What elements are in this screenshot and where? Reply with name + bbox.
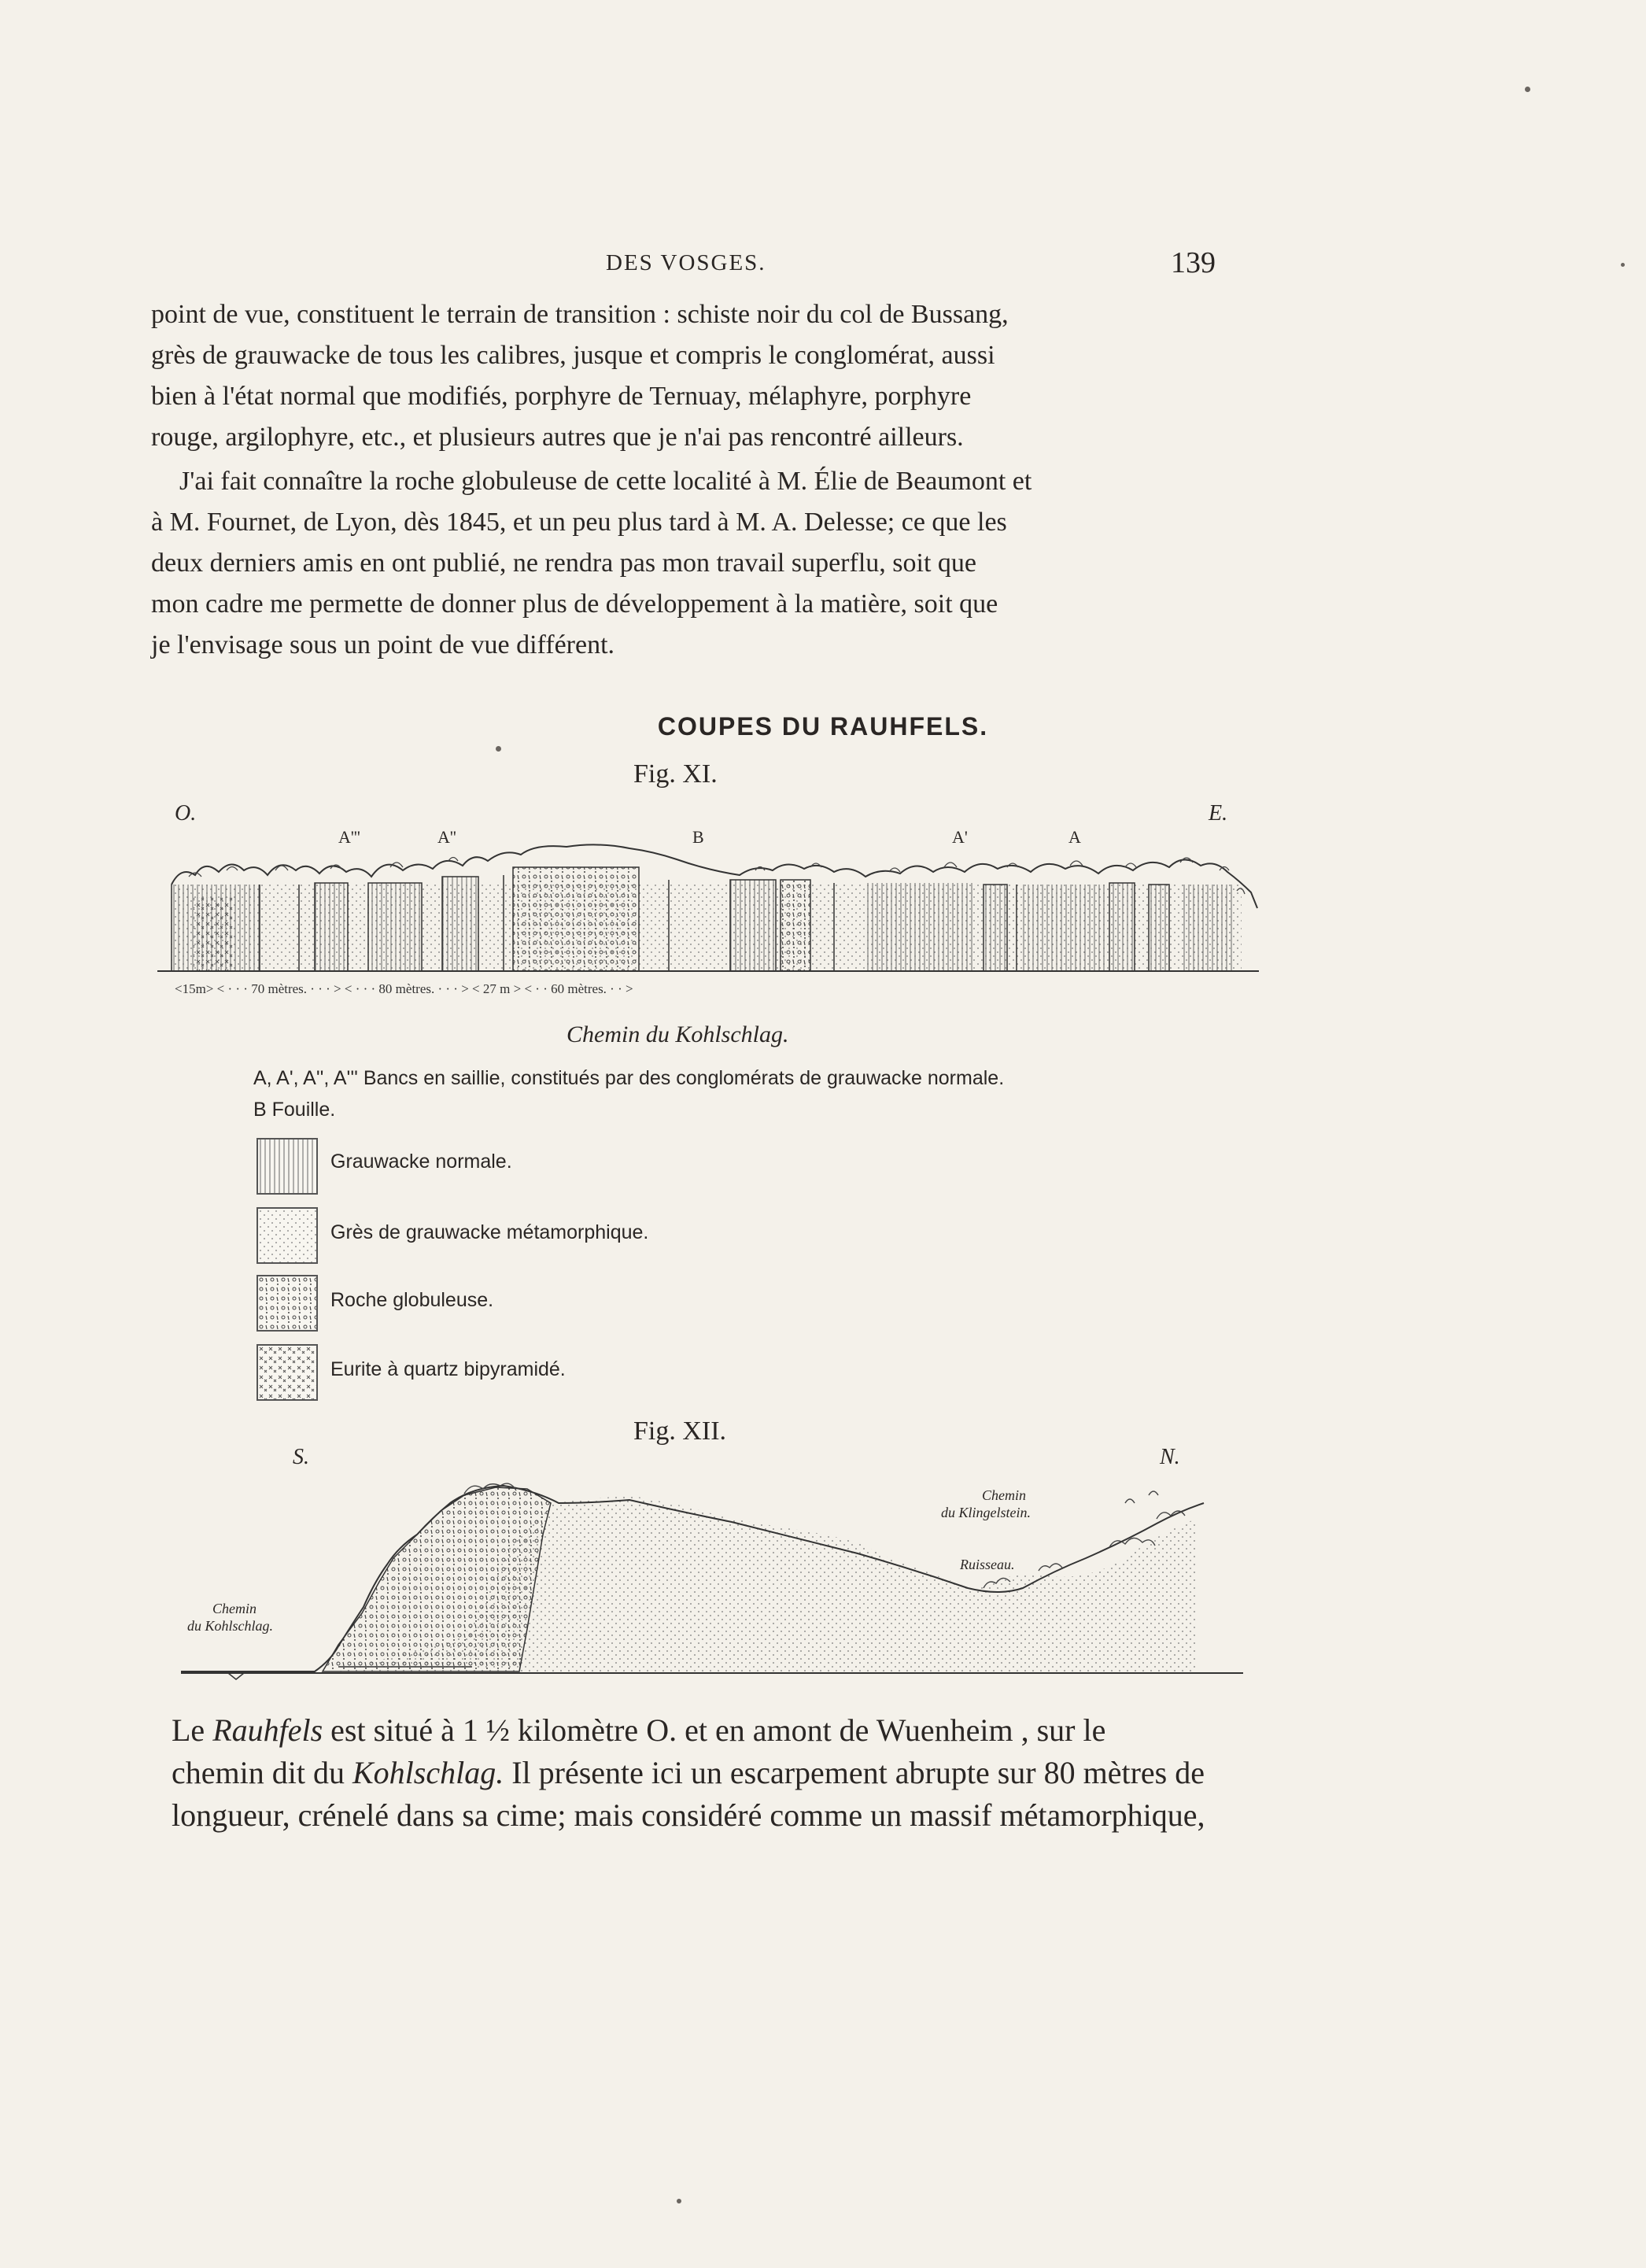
margin-mark [1621, 263, 1625, 267]
fig11-letter: A'' [437, 827, 456, 847]
text-run: Il présente ici un escarpement abrupte sur 80 mètres de [504, 1755, 1205, 1790]
fig12-north: N. [1160, 1445, 1180, 1469]
page-number: 139 [1171, 246, 1216, 279]
fig11-note-2: B Fouille. [253, 1099, 336, 1121]
section-title: COUPES DU RAUHFELS. [657, 712, 989, 741]
legend-label: Grès de grauwacke métamorphique. [330, 1221, 649, 1243]
text-line [172, 1709, 1254, 1752]
text-line [172, 1752, 1254, 1794]
fig12-cross-section [181, 1472, 1243, 1684]
legend-label: Grauwacke normale. [330, 1151, 512, 1173]
text-run: est situé à 1 ½ kilomètre O. et en amont de Wuenheim , sur le [323, 1712, 1106, 1748]
fig11-note-1: A, A', A'', A''' Bancs en saillie, constitués par des conglomérats de grauwacke normale. [253, 1067, 1005, 1089]
legend-swatch-roche-globuleuse [256, 1275, 318, 1332]
fig11-scale: <15m> < · · · 70 mètres. · · · > < · · · 80 mètres. · · · > < 27 m > < · · 60 mètres. · · > [175, 981, 633, 996]
fig12-stream-label: Ruisseau. [960, 1557, 1015, 1572]
text-line: point de vue, constituent le terrain de transition : schiste noir du col de Bussang, [151, 300, 1009, 329]
text-line: mon cadre me permette de donner plus de développement à la matière, soit que [151, 589, 998, 619]
legend-swatch-eurite [256, 1344, 318, 1401]
legend-swatch-grauwacke [256, 1138, 318, 1195]
text-run-italic: Kohlschlag. [352, 1755, 504, 1790]
paragraph-2 [151, 461, 1237, 666]
text-line: deux derniers amis en ont publié, ne rendra pas mon travail superflu, soit que [151, 549, 976, 578]
fig11-letter: A [1068, 827, 1081, 847]
text-run-italic: Rauhfels [212, 1712, 323, 1748]
fig11-west: O. [175, 801, 197, 826]
text-line: je l'envisage sous un point de vue différent. [151, 630, 615, 659]
ink-dot [496, 746, 501, 752]
running-header: DES VOSGES. [606, 250, 766, 275]
text-line: bien à l'état normal que modifiés, porphyre de Ternuay, mélaphyre, porphyre [151, 382, 972, 411]
fig11-letter: B [692, 827, 704, 847]
paragraph-1 [151, 294, 1237, 458]
ink-dot [677, 2199, 681, 2203]
fig12-left-label-1: Chemin [212, 1601, 256, 1616]
paragraph-3 [172, 1709, 1254, 1837]
fig11-letter: A' [952, 827, 968, 847]
text-run: chemin dit du [172, 1755, 352, 1790]
text-line: J'ai fait connaître la roche globuleuse de cette localité à M. Élie de Beaumont et [179, 467, 1032, 496]
text-line: à M. Fournet, de Lyon, dès 1845, et un peu plus tard à M. A. Delesse; ce que les [151, 508, 1007, 537]
fig11-letter: A''' [338, 827, 360, 847]
text-line: rouge, argilophyre, etc., et plusieurs autres que je n'ai pas rencontré ailleurs. [151, 423, 964, 452]
margin-mark [1525, 87, 1530, 92]
fig12-left-label-2: du Kohlschlag. [187, 1618, 274, 1634]
fig12-right-label-2: du Klingelstein. [941, 1505, 1031, 1520]
text-line: longueur, crénelé dans sa cime; mais considéré comme un massif métamorphique, [172, 1797, 1205, 1833]
text-line: grès de grauwacke de tous les calibres, jusque et compris le conglomérat, aussi [151, 341, 995, 370]
legend-swatch-gres [256, 1207, 318, 1264]
fig12-south: S. [293, 1445, 309, 1469]
legend-label: Eurite à quartz bipyramidé. [330, 1358, 566, 1380]
fig11-label: Fig. XI. [633, 759, 718, 789]
fig12-label: Fig. XII. [633, 1417, 727, 1446]
fig11-caption: Chemin du Kohlschlag. [567, 1021, 789, 1047]
fig12-right-label-1: Chemin [982, 1487, 1026, 1503]
legend-label: Roche globuleuse. [330, 1289, 494, 1311]
fig11-east: E. [1209, 801, 1228, 826]
fig11-cross-section [157, 836, 1267, 977]
text-run: Le [172, 1712, 213, 1748]
